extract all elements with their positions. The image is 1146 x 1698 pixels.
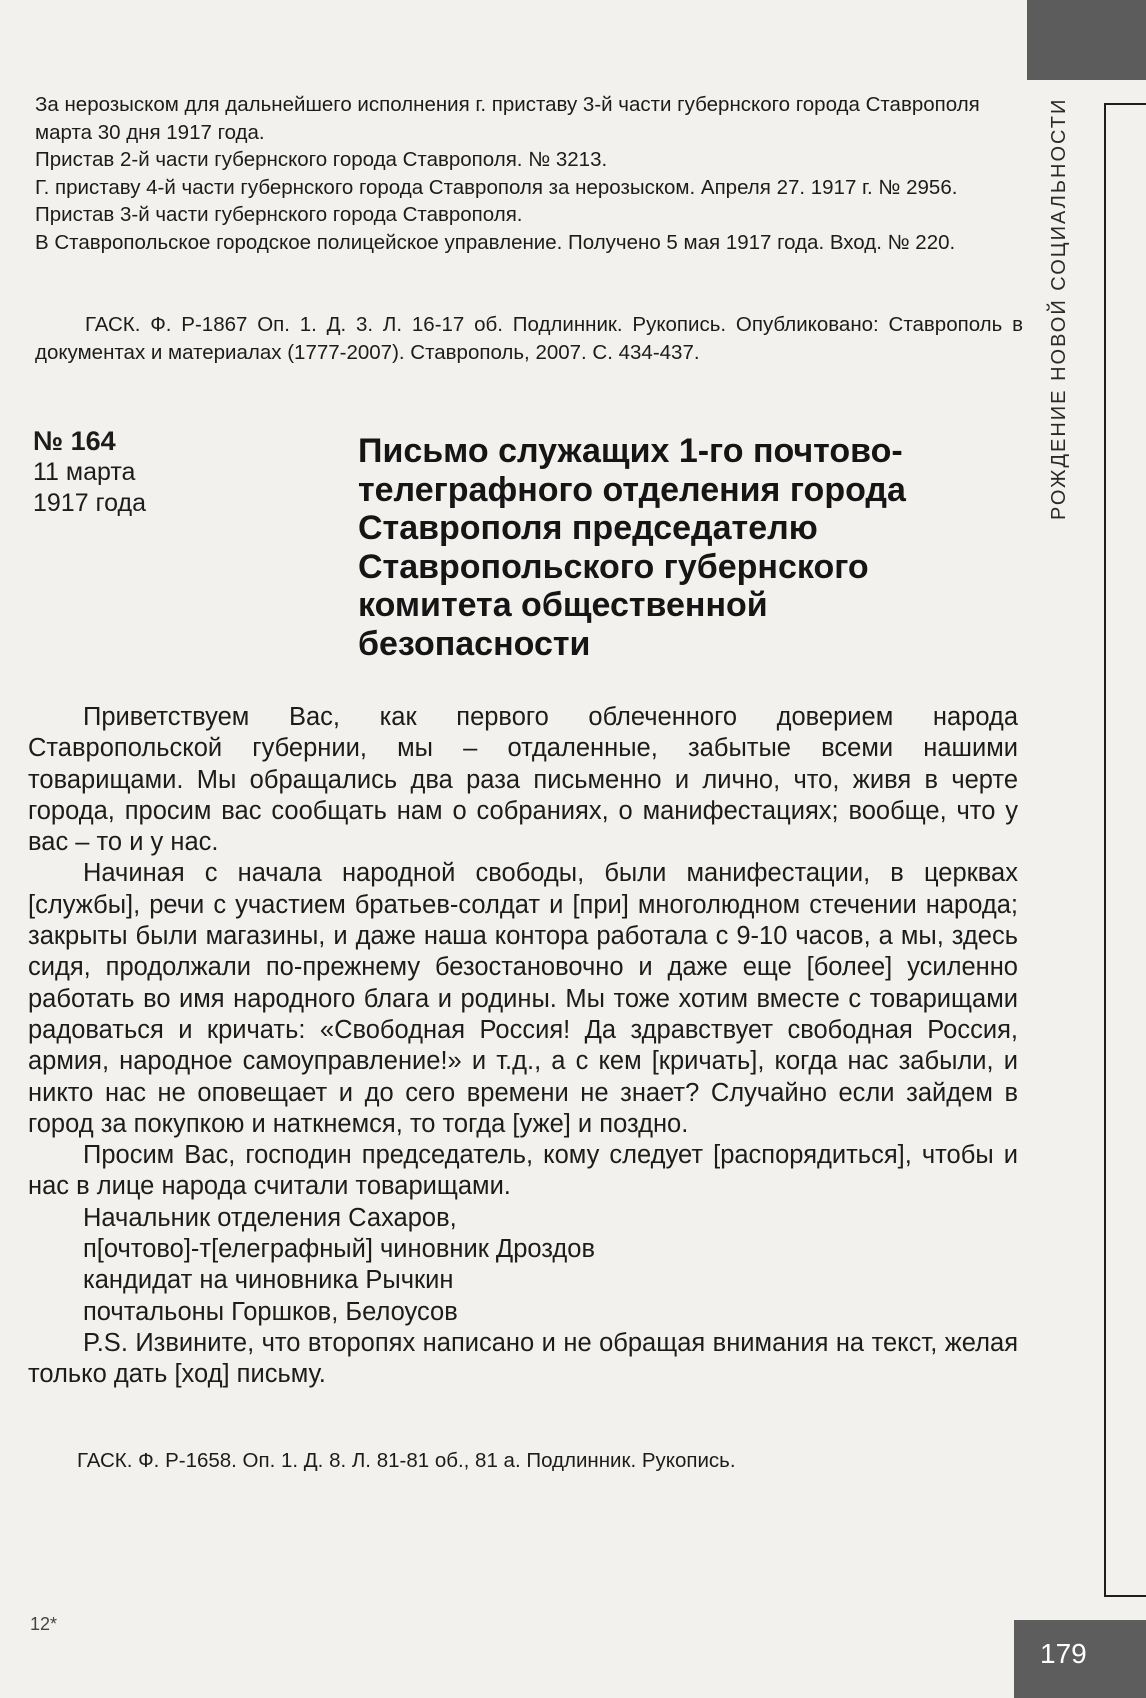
corner-decoration xyxy=(1027,0,1146,80)
document-number: № 164 xyxy=(33,426,116,456)
document-title: Письмо служащих 1-го почтово-телеграфного отделения города Ставрополя председателю Ставропольского губернского комитета общественной безопасности xyxy=(358,432,906,663)
document-date-day: 11 марта xyxy=(33,458,136,486)
paragraph: Приветствуем Вас, как первого облеченного доверием народа Ставропольской губернии, мы – отдаленные, забытые всеми нашими товарищами. Мы обращались два раза письменно и лично, что, живя в черте города, просим вас сообщать нам о собраниях, о манифестациях; вообще, что у вас – то и у нас. xyxy=(28,703,1018,857)
document-date-year: 1917 года xyxy=(33,489,146,517)
archive-source-previous: ГАСК. Ф. Р-1867 Оп. 1. Д. 3. Л. 16-17 об. Подлинник. Рукопись. Опубликовано: Ставрополь в документах и материалах (1777-2007). Ставрополь, 2007. С. 434-437. xyxy=(35,313,1023,364)
note-line: Пристав 2-й части губернского города Ставрополя. № 3213. xyxy=(35,148,608,171)
note-line: За нерозыском для дальнейшего исполнения г. приставу 3-й части губернского города Ставрополя марта 30 дня 1917 года. xyxy=(35,93,980,144)
signature-mark: 12* xyxy=(30,1614,58,1634)
signature-line: Начальник отделения Сахаров, xyxy=(83,1203,457,1232)
side-frame xyxy=(1104,103,1146,1597)
paragraph: Начиная с начала народной свободы, были манифестации, в церквах [службы], речи с участием братьев-солдат и [при] многолюдном стечении народа; закрыты были магазины, и даже наша контора работала с 9-10 часов, а мы, здесь сидя, продолжали по-прежнему безостановочно и даже еще [более] усиленно работать во имя народного блага и родины. Мы тоже хотим вместе с товарищами радоваться и кричать: «Свободная Россия! Да здравствует свободная Россия, армия, народное самоуправление!» и т.д., а с кем [кричать], когда нас забыли, и никто нас не оповещает и до сего времени не знает? Случайно если зайдем в город за покупкою и наткнемся, то тогда [уже] и поздно. xyxy=(28,859,1018,1138)
page-number: 179 xyxy=(1040,1638,1087,1669)
archive-source: ГАСК. Ф. Р-1658. Оп. 1. Д. 8. Л. 81-81 об., 81 а. Подлинник. Рукопись. xyxy=(77,1449,736,1472)
note-line: Г. приставу 4-й части губернского города Ставрополя за нерозыском. Апреля 27. 1917 г. № 2956. Пристав 3-й части губернского города Ставрополя. xyxy=(35,175,958,226)
signature-line: кандидат на чиновника Рычкин xyxy=(83,1266,454,1295)
signature-line: почтальоны Горшков, Белоусов xyxy=(83,1297,458,1326)
note-line: В Ставропольское городское полицейское управление. Получено 5 мая 1917 года. Вход. № 220. xyxy=(35,230,956,254)
running-section-title: РОЖДЕНИЕ НОВОЙ СОЦИАЛЬНОСТИ xyxy=(1048,97,1070,520)
letter-body xyxy=(28,702,1018,1391)
previous-document-notes xyxy=(35,91,1025,256)
document-meta xyxy=(33,426,233,519)
postscript: P.S. Извините, что второпях написано и не обращая внимания на текст, желая только дать [ход] письму. xyxy=(28,1328,1018,1389)
paragraph: Просим Вас, господин председатель, кому следует [распорядиться], чтобы и нас в лице народа считали товарищами. xyxy=(28,1141,1018,1201)
signature-line: п[очтово]-т[елеграфный] чиновник Дроздов xyxy=(83,1235,596,1264)
